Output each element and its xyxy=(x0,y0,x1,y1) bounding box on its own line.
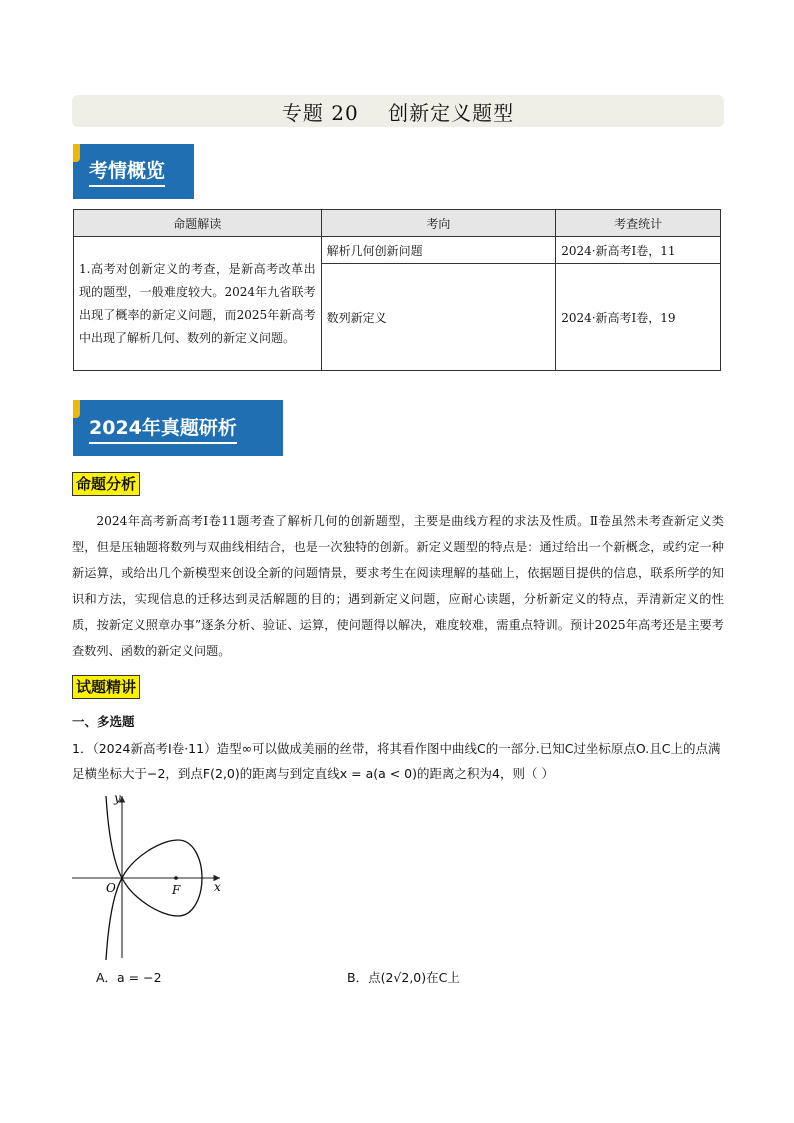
badge-accent xyxy=(73,144,80,162)
question-type-heading: 一、多选题 xyxy=(72,714,135,729)
section-badge-analysis xyxy=(73,400,283,456)
question-text: 1．（2024新高考Ⅰ卷·11）造型∞可以做成美丽的丝带，将其看作图中曲线C的一部分.已知C过坐标原点O.且C上的点满足横坐标大于−2，到点F(2,0)的距离与到定直线x = a(a < 0)的距离之积为4，则（ ） xyxy=(72,741,721,781)
y-axis-label: y xyxy=(114,791,121,805)
table-header-cell: 考向 xyxy=(321,210,556,237)
analysis-paragraph: 2024年高考新高考Ⅰ卷11题考查了解析几何的创新题型，主要是曲线方程的求法及性质。Ⅱ卷虽然未考查新定义类型，但是压轴题将数列与双曲线相结合，也是一次独特的创新。新定义题型的特点是：通过给出一个新概念，或约定一种新运算，或给出几个新模型来创设全新的问题情景，要求考生在阅读理解的基础上，依据题目提供的信息，联系所学的知识和方法，实现信息的迁移达到灵活解题的目的；遇到新定义问题，应耐心读题，分析新定义的特点，弄清新定义的性质，按新定义照章办事”逐条分析、验证、运算，使问题得以解决，难度较难，需重点特训。预计2025年高考还是主要考查数列、函数的新定义问题。 xyxy=(72,514,724,658)
page-title-text: 专题 20 创新定义题型 xyxy=(281,100,515,125)
section-badge-label: 2024年真题研析 xyxy=(89,413,237,444)
table-header-row xyxy=(74,210,721,237)
table-row xyxy=(74,237,721,264)
table-cell-topic: 数列新定义 xyxy=(321,264,556,371)
origin-label: O xyxy=(106,881,116,895)
table-cell-stat: 2024·新高考Ⅰ卷，19 xyxy=(556,264,721,371)
table-cell-topic: 解析几何创新问题 xyxy=(321,237,556,264)
option-b: B．点(2√2,0)在C上 xyxy=(347,970,460,985)
badge-accent xyxy=(73,400,80,418)
tag-analysis: 命题分析 xyxy=(72,472,140,496)
curve-figure xyxy=(70,788,230,960)
exam-overview-table xyxy=(73,209,721,371)
focus-point xyxy=(174,876,178,880)
table-cell-stat: 2024·新高考Ⅰ卷，11 xyxy=(556,237,721,264)
section-badge-label: 考情概览 xyxy=(89,156,165,187)
option-a: A．a = −2 xyxy=(96,970,162,985)
section-badge-overview xyxy=(73,144,194,199)
table-header-cell: 考查统计 xyxy=(556,210,721,237)
table-header-cell: 命题解读 xyxy=(74,210,322,237)
tag-problems: 试题精讲 xyxy=(72,675,140,699)
page-title xyxy=(72,95,724,127)
table-cell-description: 1.高考对创新定义的考查，是新高考改革出现的题型，一般难度较大。2024年九省联考出现了概率的新定义问题，而2025年新高考中出现了解析几何、数列的新定义问题。 xyxy=(74,237,322,371)
x-axis-label: x xyxy=(214,880,221,894)
focus-label: F xyxy=(172,883,181,897)
